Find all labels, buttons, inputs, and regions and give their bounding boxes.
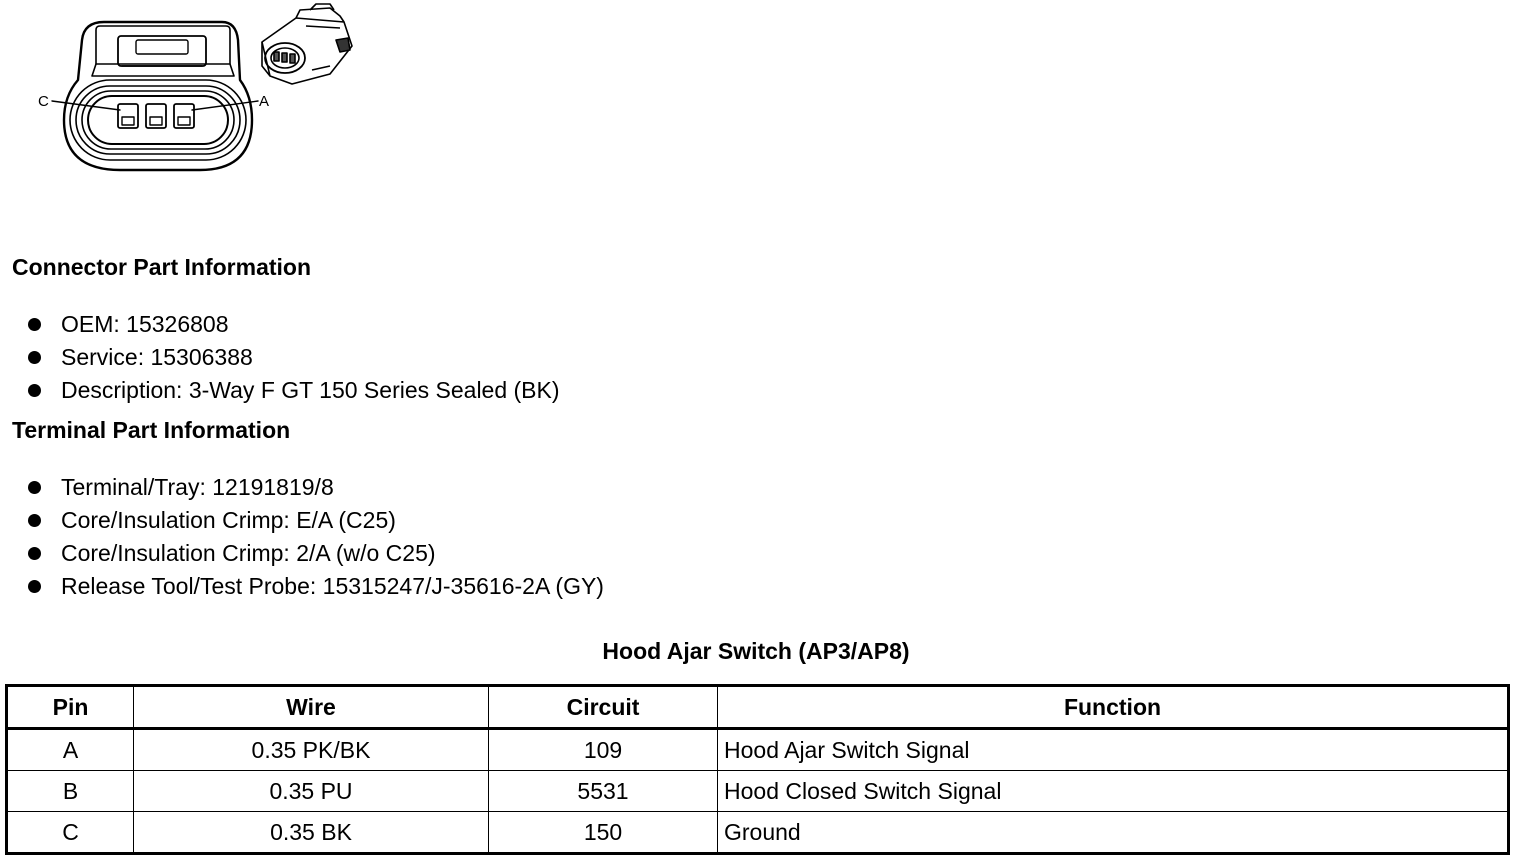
list-item-text: OEM: 15326808	[61, 311, 229, 337]
list-item-text: Core/Insulation Crimp: E/A (C25)	[61, 507, 396, 533]
column-header-pin: Pin	[7, 686, 134, 729]
bullet-icon	[28, 318, 41, 331]
bullet-icon	[28, 580, 41, 593]
function-cell: Hood Ajar Switch Signal	[718, 729, 1509, 771]
list-item-text: Release Tool/Test Probe: 15315247/J-35616-2A (GY)	[61, 573, 604, 599]
connector-info-list	[28, 308, 560, 407]
table-title: Hood Ajar Switch (AP3/AP8)	[602, 638, 910, 664]
pin-label-a: A	[259, 93, 270, 110]
circuit-cell: 150	[489, 812, 718, 854]
circuit-cell: 109	[489, 729, 718, 771]
list-item	[28, 471, 604, 504]
bullet-icon	[28, 351, 41, 364]
circuit-cell: 5531	[489, 771, 718, 812]
connector-info-heading: Connector Part Information	[12, 254, 312, 280]
wire-cell: 0.35 PK/BK	[134, 729, 489, 771]
wire-cell: 0.35 BK	[134, 812, 489, 854]
table-row	[7, 771, 1509, 812]
list-item	[28, 537, 604, 570]
pin-label-c: C	[38, 93, 49, 110]
list-item-text: Core/Insulation Crimp: 2/A (w/o C25)	[61, 540, 436, 566]
terminal-info-list	[28, 471, 604, 603]
list-item	[28, 374, 560, 407]
pin-cell: B	[7, 771, 134, 812]
connector-diagram	[0, 0, 380, 200]
bullet-icon	[28, 384, 41, 397]
connector-3d-icon	[262, 4, 352, 84]
bullet-icon	[28, 514, 41, 527]
column-header-function: Function	[718, 686, 1509, 729]
pinout-table	[5, 684, 1510, 855]
list-item-text: Service: 15306388	[61, 344, 253, 370]
list-item	[28, 570, 604, 603]
table-row	[7, 729, 1509, 771]
terminal-info-heading: Terminal Part Information	[12, 417, 291, 443]
pin-cell: C	[7, 812, 134, 854]
connector-face-icon	[52, 22, 258, 170]
list-item	[28, 308, 560, 341]
list-item-text: Terminal/Tray: 12191819/8	[61, 474, 334, 500]
column-header-circuit: Circuit	[489, 686, 718, 729]
list-item	[28, 341, 560, 374]
bullet-icon	[28, 547, 41, 560]
table-row	[7, 812, 1509, 854]
bullet-icon	[28, 481, 41, 494]
list-item	[28, 504, 604, 537]
pin-cell: A	[7, 729, 134, 771]
wire-cell: 0.35 PU	[134, 771, 489, 812]
function-cell: Ground	[718, 812, 1509, 854]
function-cell: Hood Closed Switch Signal	[718, 771, 1509, 812]
column-header-wire: Wire	[134, 686, 489, 729]
table-header-row	[7, 686, 1509, 729]
list-item-text: Description: 3-Way F GT 150 Series Sealed (BK)	[61, 377, 560, 403]
